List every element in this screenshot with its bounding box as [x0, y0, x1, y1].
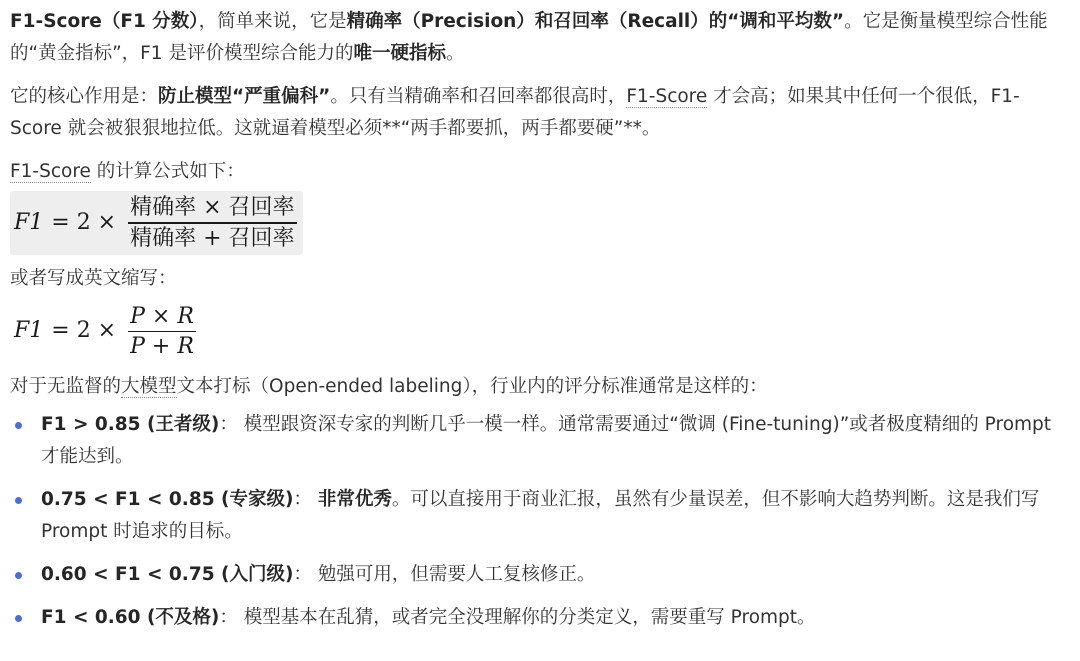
- bullet-icon: [15, 615, 22, 622]
- criteria-intro-text-1: 对于无监督的: [10, 376, 122, 397]
- formula2-lhs: F1: [14, 318, 44, 344]
- criteria-desc: 勉强可用，但需要人工复核修正。: [317, 564, 596, 585]
- f1-term: F1-Score（F1 分数）: [10, 11, 199, 32]
- core-text-1: 它的核心作用是：: [10, 86, 159, 107]
- list-item: [10, 409, 1060, 473]
- formula2-numerator: P × R: [130, 303, 194, 329]
- list-item: [10, 559, 1060, 591]
- criteria-separator: ：: [219, 607, 244, 628]
- harmonic-mean-emphasis: 精确率（Precision）和召回率（Recall）的“调和平均数”: [346, 11, 845, 32]
- formula-intro-text: 的计算公式如下：: [90, 161, 245, 182]
- core-paragraph: [10, 81, 1060, 145]
- criteria-label: F1 < 0.60 (不及格): [41, 607, 220, 628]
- formula-numerator: 精确率 × 召回率: [130, 195, 295, 220]
- formula-denominator: 精确率 + 召回率: [130, 225, 295, 251]
- formula2-equals: = 2 ×: [51, 318, 117, 344]
- criteria-label: F1 > 0.85 (王者级): [41, 414, 220, 435]
- formula2-denominator: P + R: [130, 334, 194, 359]
- criteria-intro-text-2: 文本打标（Open-ended labeling），行业内的评分标准通常是这样的：: [176, 376, 768, 397]
- list-item: [10, 484, 1060, 548]
- criteria-label: 0.60 < F1 < 0.75 (入门级): [41, 564, 294, 585]
- intro-text-3: 。: [445, 43, 465, 64]
- formula2-fraction: [128, 302, 196, 362]
- formula-intro: [10, 156, 1060, 188]
- core-text-2: 。只有当精确率和召回率都很高时，: [330, 86, 627, 107]
- criteria-label: 0.75 < F1 < 0.85 (专家级): [41, 489, 294, 510]
- formula-equals: = 2 ×: [51, 209, 117, 235]
- llm-link[interactable]: 大模型: [121, 376, 177, 397]
- intro-paragraph: [10, 6, 1060, 70]
- intro-text-1: ，简单来说，它是: [198, 11, 347, 32]
- formula-fraction: [128, 193, 296, 253]
- criteria-desc: 模型跟资深专家的判断几乎一模一样。通常需要通过“微调 (Fine-tuning)”或者极度精细的 Prompt 才能达到。: [41, 414, 1052, 467]
- formula-english: [10, 300, 202, 364]
- formula-lhs: F1: [14, 209, 44, 235]
- core-text-3: 才会高；如果其中任何一个很低，F1-Score 就会被狠狠地拉低。这就逼着模型必须**“两手都要抓，两手都要硬”**。: [10, 86, 1020, 139]
- criteria-separator: ：: [293, 564, 318, 585]
- bullet-icon: [15, 572, 22, 579]
- list-item: [10, 602, 1060, 634]
- criteria-list: [10, 409, 1060, 634]
- core-emphasis: 防止模型“严重偏科”: [158, 86, 331, 107]
- bullet-icon: [15, 497, 22, 504]
- criteria-desc: 。可以直接用于商业汇报，虽然有少量误差，但不影响大趋势判断。这是我们写 Prompt 时追求的目标。: [41, 489, 1040, 542]
- only-metric-emphasis: 唯一硬指标: [353, 43, 446, 64]
- bullet-icon: [15, 422, 22, 429]
- abbrev-intro: 或者写成英文缩写：: [10, 267, 177, 289]
- intro-text-2: 。它是衡量模型综合性能的“黄金指标”，F1 是评价模型综合能力的: [10, 11, 1048, 64]
- criteria-intro: [10, 371, 1060, 403]
- criteria-separator: ：: [219, 414, 244, 435]
- f1-score-link-2[interactable]: F1-Score: [10, 161, 91, 182]
- criteria-desc: 模型基本在乱猜，或者完全没理解你的分类定义，需要重写 Prompt。: [243, 607, 816, 628]
- f1-score-link[interactable]: F1-Score: [626, 86, 708, 107]
- criteria-bold-desc: 非常优秀: [317, 489, 392, 510]
- formula-chinese: [10, 191, 303, 255]
- criteria-separator: ：: [293, 489, 318, 510]
